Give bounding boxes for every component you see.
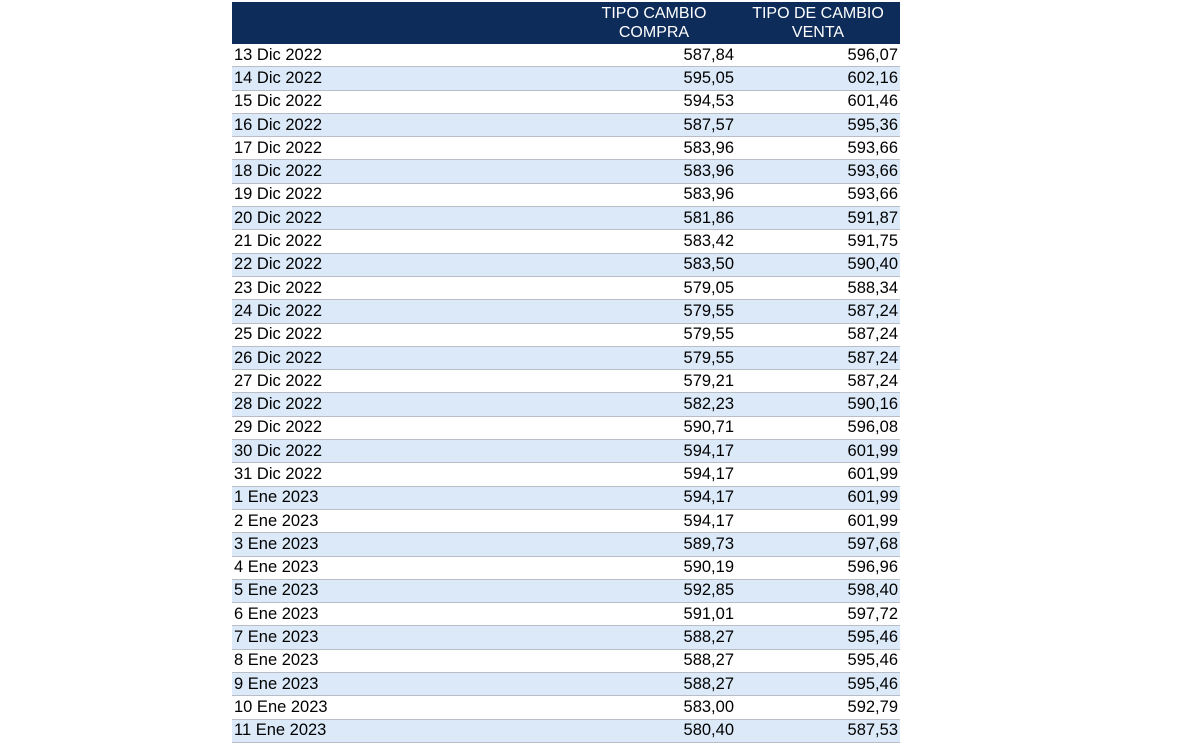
compra-cell: 588,27 xyxy=(683,674,734,693)
date-cell: 8 Ene 2023 xyxy=(234,651,319,670)
venta-cell: 593,66 xyxy=(847,185,898,204)
date-cell: 31 Dic 2022 xyxy=(234,464,323,483)
table-row xyxy=(232,673,900,696)
compra-cell: 595,05 xyxy=(683,68,734,87)
exchange-rate-table xyxy=(232,2,900,743)
date-cell: 13 Dic 2022 xyxy=(234,45,323,64)
compra-cell: 579,55 xyxy=(683,301,734,320)
table-row xyxy=(232,580,900,603)
compra-cell: 587,84 xyxy=(683,45,734,64)
venta-cell: 588,34 xyxy=(847,278,898,297)
table-row xyxy=(232,184,900,207)
compra-cell: 590,19 xyxy=(683,558,734,577)
date-cell: 27 Dic 2022 xyxy=(234,371,323,390)
venta-cell: 595,46 xyxy=(847,628,898,647)
table-row xyxy=(232,277,900,300)
header-compra xyxy=(572,2,736,44)
table-row xyxy=(232,650,900,673)
table-row xyxy=(232,114,900,137)
venta-cell: 596,96 xyxy=(847,558,898,577)
table-row xyxy=(232,487,900,510)
compra-cell: 588,27 xyxy=(683,628,734,647)
table-row xyxy=(232,230,900,253)
date-cell: 1 Ene 2023 xyxy=(234,488,319,507)
compra-cell: 594,17 xyxy=(683,441,734,460)
date-cell: 15 Dic 2022 xyxy=(234,92,323,111)
venta-cell: 593,66 xyxy=(847,138,898,157)
table-row xyxy=(232,626,900,649)
venta-cell: 592,79 xyxy=(847,697,898,716)
compra-cell: 583,96 xyxy=(683,162,734,181)
date-cell: 22 Dic 2022 xyxy=(234,255,323,274)
venta-cell: 591,87 xyxy=(847,208,898,227)
table-row xyxy=(232,557,900,580)
date-cell: 28 Dic 2022 xyxy=(234,395,323,414)
compra-cell: 583,96 xyxy=(683,138,734,157)
date-cell: 3 Ene 2023 xyxy=(234,534,319,553)
venta-cell: 587,53 xyxy=(847,721,898,740)
table-row xyxy=(232,160,900,183)
table-row xyxy=(232,44,900,67)
compra-cell: 583,00 xyxy=(683,697,734,716)
table-row xyxy=(232,533,900,556)
header-venta-line1: TIPO DE CAMBIO xyxy=(752,5,884,22)
date-cell: 7 Ene 2023 xyxy=(234,628,319,647)
date-cell: 21 Dic 2022 xyxy=(234,232,323,251)
venta-cell: 601,46 xyxy=(847,92,898,111)
compra-cell: 579,55 xyxy=(683,325,734,344)
compra-cell: 587,57 xyxy=(683,115,734,134)
compra-cell: 579,21 xyxy=(683,371,734,390)
venta-cell: 590,40 xyxy=(847,255,898,274)
table-header xyxy=(232,2,900,44)
compra-cell: 583,50 xyxy=(683,255,734,274)
venta-cell: 595,46 xyxy=(847,651,898,670)
venta-cell: 596,07 xyxy=(847,45,898,64)
compra-cell: 592,85 xyxy=(683,581,734,600)
venta-cell: 601,99 xyxy=(847,441,898,460)
date-cell: 11 Ene 2023 xyxy=(234,721,327,740)
compra-cell: 589,73 xyxy=(683,534,734,553)
venta-cell: 597,72 xyxy=(847,604,898,623)
table-row xyxy=(232,324,900,347)
header-date-cell xyxy=(232,2,572,44)
table-row xyxy=(232,463,900,486)
date-cell: 24 Dic 2022 xyxy=(234,301,323,320)
date-cell: 23 Dic 2022 xyxy=(234,278,323,297)
venta-cell: 587,24 xyxy=(847,301,898,320)
compra-cell: 591,01 xyxy=(683,604,734,623)
date-cell: 14 Dic 2022 xyxy=(234,68,323,87)
venta-cell: 601,99 xyxy=(847,488,898,507)
table-row xyxy=(232,67,900,90)
compra-cell: 583,42 xyxy=(683,232,734,251)
venta-cell: 590,16 xyxy=(847,395,898,414)
compra-cell: 579,55 xyxy=(683,348,734,367)
venta-cell: 601,99 xyxy=(847,511,898,530)
compra-cell: 580,40 xyxy=(683,721,734,740)
table-row xyxy=(232,393,900,416)
venta-cell: 587,24 xyxy=(847,348,898,367)
date-cell: 17 Dic 2022 xyxy=(234,138,323,157)
venta-cell: 593,66 xyxy=(847,162,898,181)
table-row xyxy=(232,91,900,114)
compra-cell: 594,17 xyxy=(683,488,734,507)
header-venta xyxy=(736,2,900,44)
table-row xyxy=(232,300,900,323)
date-cell: 20 Dic 2022 xyxy=(234,208,323,227)
venta-cell: 595,46 xyxy=(847,674,898,693)
compra-cell: 594,17 xyxy=(683,464,734,483)
date-cell: 18 Dic 2022 xyxy=(234,162,323,181)
date-cell: 19 Dic 2022 xyxy=(234,185,323,204)
venta-cell: 596,08 xyxy=(847,418,898,437)
compra-cell: 588,27 xyxy=(683,651,734,670)
venta-cell: 591,75 xyxy=(847,232,898,251)
table-body xyxy=(232,44,900,743)
venta-cell: 595,36 xyxy=(847,115,898,134)
compra-cell: 583,96 xyxy=(683,185,734,204)
date-cell: 2 Ene 2023 xyxy=(234,511,319,530)
date-cell: 29 Dic 2022 xyxy=(234,418,323,437)
compra-cell: 594,53 xyxy=(683,92,734,111)
venta-cell: 597,68 xyxy=(847,534,898,553)
table-row xyxy=(232,696,900,719)
header-compra-line1: TIPO CAMBIO xyxy=(601,5,707,22)
table-row xyxy=(232,720,900,743)
date-cell: 30 Dic 2022 xyxy=(234,441,323,460)
venta-cell: 601,99 xyxy=(847,464,898,483)
venta-cell: 587,24 xyxy=(847,325,898,344)
date-cell: 4 Ene 2023 xyxy=(234,558,319,577)
compra-cell: 581,86 xyxy=(683,208,734,227)
date-cell: 6 Ene 2023 xyxy=(234,604,319,623)
compra-cell: 579,05 xyxy=(683,278,734,297)
table-row xyxy=(232,440,900,463)
table-row xyxy=(232,254,900,277)
compra-cell: 582,23 xyxy=(683,395,734,414)
compra-cell: 594,17 xyxy=(683,511,734,530)
date-cell: 25 Dic 2022 xyxy=(234,325,323,344)
table-row xyxy=(232,603,900,626)
venta-cell: 598,40 xyxy=(847,581,898,600)
date-cell: 10 Ene 2023 xyxy=(234,697,328,716)
compra-cell: 590,71 xyxy=(683,418,734,437)
table-row xyxy=(232,370,900,393)
date-cell: 26 Dic 2022 xyxy=(234,348,323,367)
table-row xyxy=(232,137,900,160)
table-row xyxy=(232,207,900,230)
date-cell: 5 Ene 2023 xyxy=(234,581,319,600)
table-row xyxy=(232,417,900,440)
table-row xyxy=(232,510,900,533)
header-venta-line2: VENTA xyxy=(791,24,845,41)
date-cell: 16 Dic 2022 xyxy=(234,115,323,134)
venta-cell: 602,16 xyxy=(847,68,898,87)
table-row xyxy=(232,347,900,370)
date-cell: 9 Ene 2023 xyxy=(234,674,319,693)
header-compra-line2: COMPRA xyxy=(618,24,690,41)
venta-cell: 587,24 xyxy=(847,371,898,390)
